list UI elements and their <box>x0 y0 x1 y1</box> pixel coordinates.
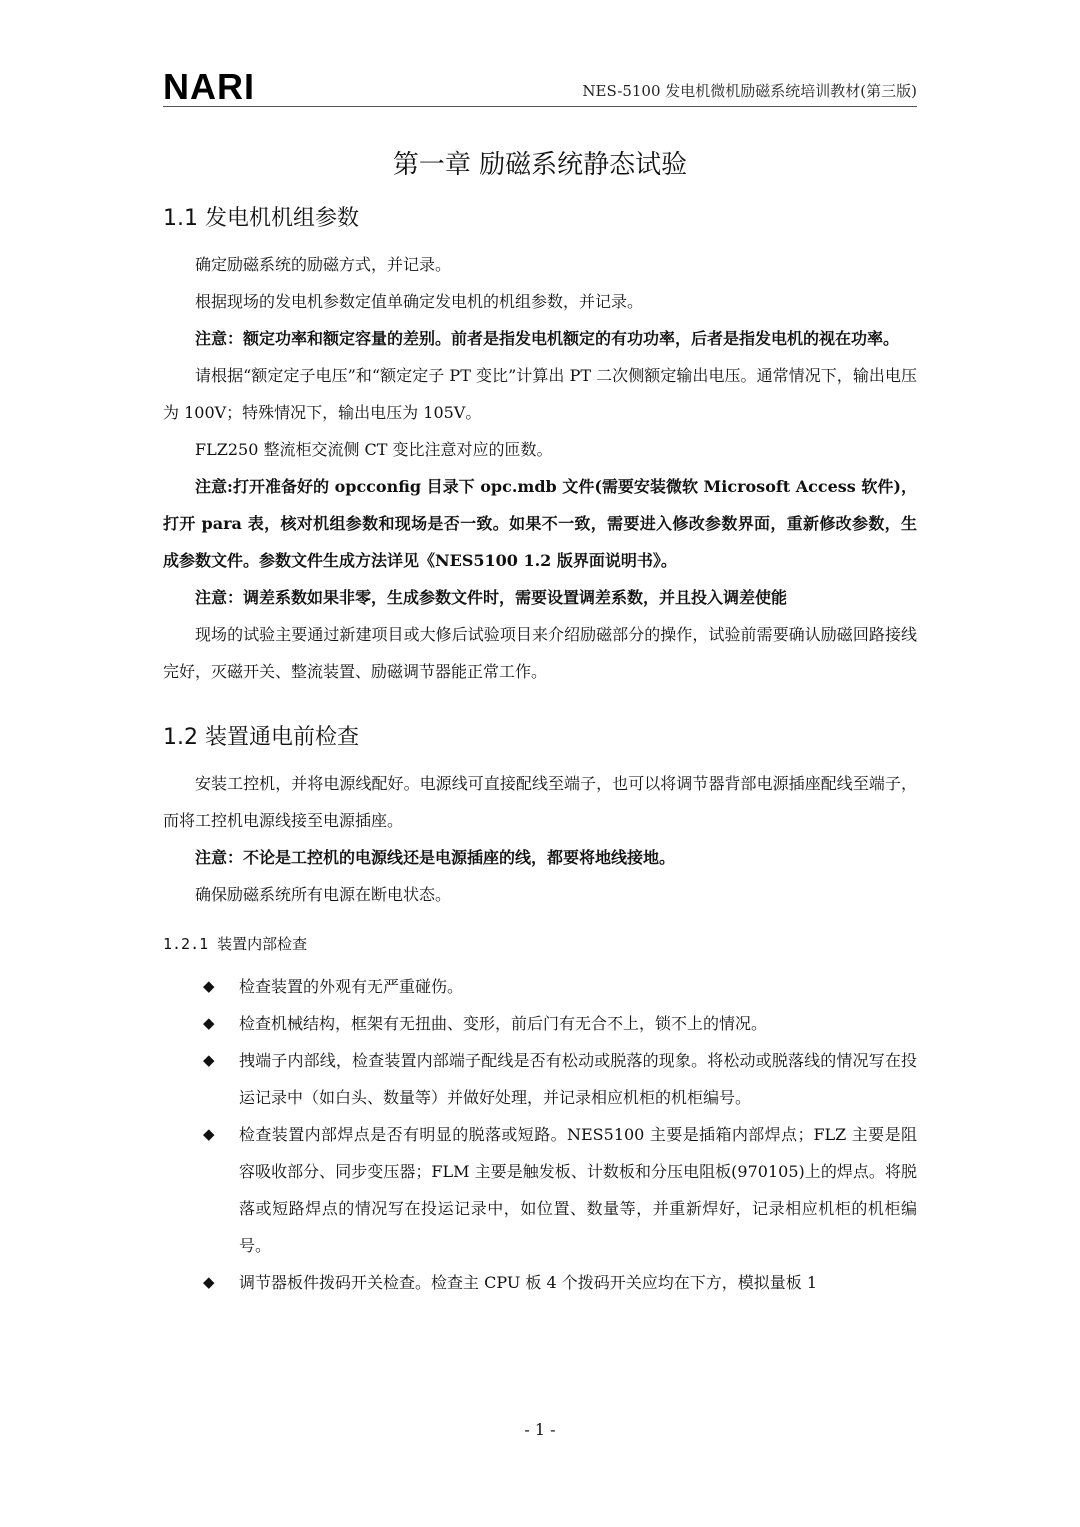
paragraph: 安装工控机，并将电源线配好。电源线可直接配线至端子，也可以将调节器背部电源插座配线至端子，而将工控机电源线接至电源插座。 <box>163 774 917 830</box>
note-paragraph: 注意：额定功率和额定容量的差别。前者是指发电机额定的有功功率，后者是指发电机的视在功率。 <box>195 329 900 348</box>
header-title: NES-5100 发电机微机励磁系统培训教材(第三版) <box>582 82 917 100</box>
paragraph: 请根据“额定定子电压”和“额定定子 PT 变比”计算出 PT 二次侧额定输出电压。通常情况下，输出电压为 100V；特殊情况下，输出电压为 105V。 <box>163 366 917 422</box>
note-paragraph: 注意：不论是工控机的电源线还是电源插座的线，都要将地线接地。 <box>195 848 676 867</box>
page-number: - 1 - <box>524 1420 556 1439</box>
diamond-bullet-icon: ◆ <box>203 977 215 995</box>
diamond-bullet-icon: ◆ <box>203 1014 215 1032</box>
chapter-title: 第一章 励磁系统静态试验 <box>392 150 688 180</box>
paragraph: 根据现场的发电机参数定值单确定发电机的机组参数，并记录。 <box>195 292 644 311</box>
list-item-text: 检查机械结构，框架有无扭曲、变形，前后门有无合不上，锁不上的情况。 <box>239 1014 768 1033</box>
list-item <box>163 1264 917 1301</box>
list-item-text: 调节器板件拨码开关检查。检查主 CPU 板 4 个拨码开关应均在下方，模拟量板 1 <box>239 1273 818 1292</box>
list-item-text: 检查装置内部焊点是否有明显的脱落或短路。NES5100 主要是插箱内部焊点；FLZ 主要是阻容吸收部分、同步变压器；FLM 主要是触发板、计数板和分压电阻板(970105)上的焊点。将脱落或短路焊点的情况写在投运记录中，如位置、数量等，并重新焊好，记录相应机柜的机柜编号。 <box>239 1125 917 1255</box>
paragraph: 现场的试验主要通过新建项目或大修后试验项目来介绍励磁部分的操作，试验前需要确认励磁回路接线完好，灭磁开关、整流装置、励磁调节器能正常工作。 <box>163 625 917 681</box>
section-1-2-1-heading: 1.2.1 装置内部检查 <box>163 935 308 953</box>
list-item-text: 拽端子内部线，检查装置内部端子配线是否有松动或脱落的现象。将松动或脱落线的情况写在投运记录中（如白头、数量等）并做好处理，并记录相应机柜的机柜编号。 <box>239 1051 917 1107</box>
page-header <box>163 66 917 107</box>
diamond-bullet-icon: ◆ <box>203 1125 215 1143</box>
note-paragraph: 注意:打开准备好的 opcconfig 目录下 opc.mdb 文件(需要安装微软 Microsoft Access 软件)，打开 para 表，核对机组参数和现场是否一致。如果不一致，需要进入修改参数界面，重新修改参数，生成参数文件。参数文件生成方法详见《NES5100 1.2 版界面说明书》。 <box>163 477 917 570</box>
section-1-1-heading: 1.1 发电机机组参数 <box>163 206 359 231</box>
nari-logo: NARI <box>163 66 255 107</box>
paragraph: 确定励磁系统的励磁方式，并记录。 <box>195 255 452 274</box>
diamond-bullet-icon: ◆ <box>203 1273 215 1291</box>
paragraph: FLZ250 整流柜交流侧 CT 变比注意对应的匝数。 <box>195 440 553 459</box>
list-item <box>163 1042 917 1116</box>
header-rule <box>163 106 917 107</box>
page-content <box>163 140 917 1301</box>
section-1-2-heading: 1.2 装置通电前检查 <box>163 725 359 750</box>
check-list <box>163 968 917 1301</box>
note-paragraph: 注意：调差系数如果非零，生成参数文件时，需要设置调差系数，并且投入调差使能 <box>195 588 788 607</box>
list-item <box>163 1116 917 1264</box>
paragraph: 确保励磁系统所有电源在断电状态。 <box>195 885 452 904</box>
list-item-text: 检查装置的外观有无严重碰伤。 <box>239 977 464 996</box>
diamond-bullet-icon: ◆ <box>203 1051 215 1069</box>
list-item <box>163 968 917 1005</box>
list-item <box>163 1005 917 1042</box>
